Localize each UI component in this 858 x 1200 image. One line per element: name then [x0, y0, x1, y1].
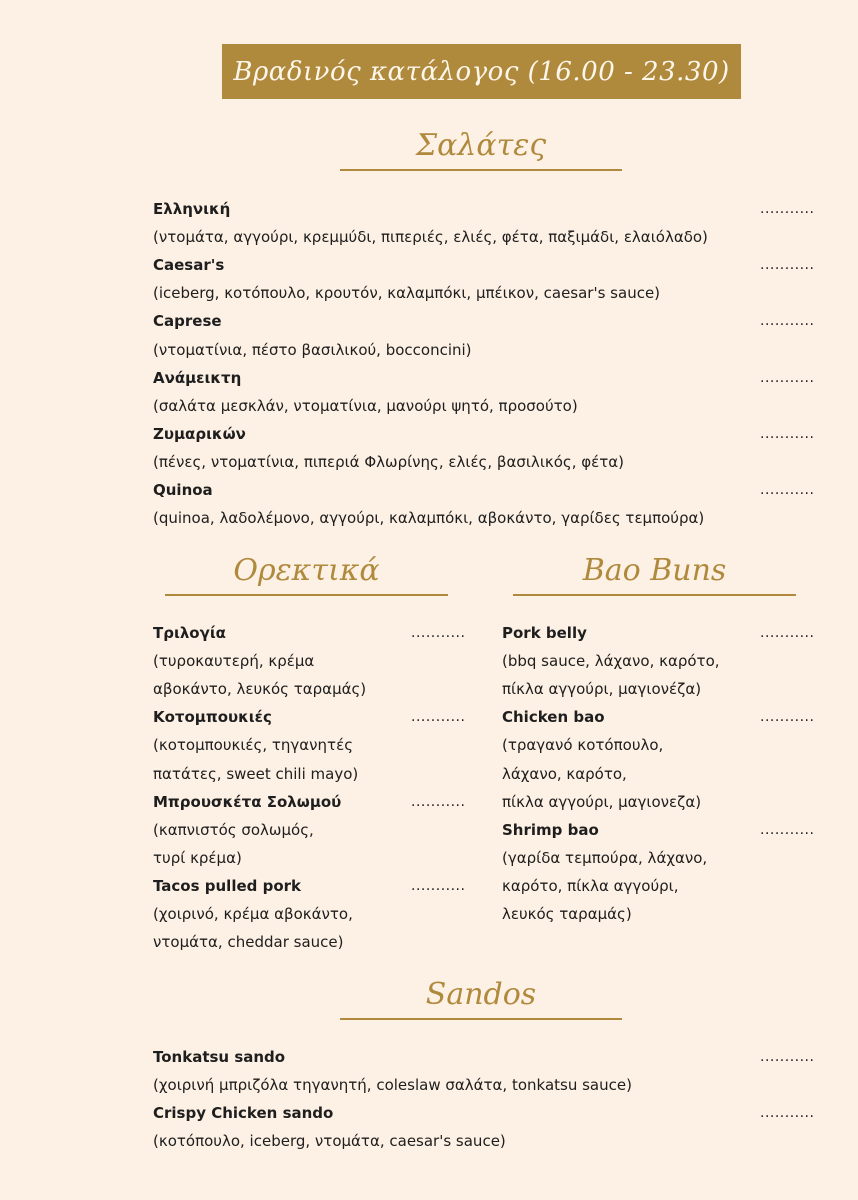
menu-item-price: ........... [760, 709, 815, 726]
section-divider [513, 594, 796, 596]
menu-item-description: (ντομάτα, αγγούρι, κρεμμύδι, πιπεριές, ελιές, φέτα, παξιμάδι, ελαιόλαδο) [153, 228, 708, 247]
menu-item-description: (τραγανό κοτόπουλο, [502, 736, 664, 755]
menu-item-description: (iceberg, κοτόπουλο, κρουτόν, καλαμπόκι, μπέικον, caesar's sauce) [153, 284, 661, 303]
menu-item-description: αβοκάντο, λευκός ταραμάς) [153, 680, 367, 699]
section-title-appetizers: Ορεκτικά [233, 553, 380, 588]
menu-item-name: Ανάμεικτη [153, 368, 242, 387]
menu-item-description: (quinoa, λαδολέμονο, αγγούρι, καλαμπόκι, αβοκάντο, γαρίδες τεμπούρα) [153, 509, 705, 528]
menu-item-price: ........... [760, 1105, 815, 1122]
menu-item-description: τυρί κρέμα) [153, 848, 242, 867]
menu-item-description: (καπνιστός σολωμός, [153, 820, 314, 839]
menu-item-price: ........... [760, 369, 815, 386]
menu-item-price: ........... [760, 1049, 815, 1065]
section-title-salads: Σαλάτες [415, 128, 547, 163]
menu-item-description: ντομάτα, cheddar sauce) [153, 933, 344, 952]
section-divider [340, 1018, 622, 1020]
menu-item-price: ........... [411, 793, 466, 810]
menu-item-price: ........... [760, 821, 815, 838]
section-divider [340, 169, 622, 171]
section-title-bao-buns: Bao Buns [582, 553, 727, 588]
menu-item-name: Pork belly [502, 624, 587, 642]
menu-item-name: Ζυμαρικών [153, 424, 246, 443]
menu-title-banner: Βραδινός κατάλογος (16.00 - 23.30) [222, 44, 741, 99]
menu-item-description: πίκλα αγγούρι, μαγιονέζα) [502, 680, 702, 699]
menu-item-description: (πένες, ντοματίνια, πιπεριά Φλωρίνης, ελιές, βασιλικός, φέτα) [153, 452, 625, 471]
menu-item-description: (σαλάτα μεσκλάν, ντοματίνια, μανούρι ψητό, προσούτο) [153, 396, 578, 415]
menu-item-description: πατάτες, sweet chili mayo) [153, 764, 359, 783]
menu-item-name: Κοτομπουκιές [153, 708, 272, 727]
menu-item-description: (τυροκαυτερή, κρέμα [153, 652, 315, 671]
menu-item-name: Caprese [153, 312, 222, 331]
menu-item-price: ........... [411, 709, 466, 726]
menu-item-description: λευκός ταραμάς) [502, 905, 632, 923]
menu-item-price: ........... [760, 625, 815, 641]
menu-item-name: Μπρουσκέτα Σολωμού [153, 792, 342, 811]
menu-item-price: ........... [760, 482, 815, 498]
menu-item-name: Chicken bao [502, 708, 605, 727]
menu-item-price: ........... [760, 313, 815, 330]
menu-item-description: (κοτομπουκιές, τηγανητές [153, 736, 354, 755]
menu-item-price: ........... [760, 201, 815, 217]
menu-item-description: (χοιρινό, κρέμα αβοκάντο, [153, 905, 353, 923]
menu-item-description: καρότο, πίκλα αγγούρι, [502, 876, 679, 895]
menu-item-description: λάχανο, καρότο, [502, 764, 627, 783]
menu-item-price: ........... [411, 625, 466, 641]
menu-item-price: ........... [760, 425, 815, 442]
menu-item-price: ........... [411, 877, 466, 894]
menu-item-description: (γαρίδα τεμπούρα, λάχανο, [502, 848, 708, 867]
section-title-sandos: Sandos [425, 977, 537, 1012]
menu-item-description: πίκλα αγγούρι, μαγιονεζα) [502, 792, 702, 811]
menu-item-name: Tacos pulled pork [153, 876, 302, 895]
menu-item-name: Quinoa [153, 481, 213, 499]
menu-item-price: ........... [760, 257, 815, 274]
menu-item-description: (κοτόπουλο, iceberg, ντομάτα, caesar's sauce) [153, 1132, 506, 1151]
menu-item-name: Crispy Chicken sando [153, 1104, 334, 1123]
menu-item-name: Tonkatsu sando [153, 1048, 286, 1066]
section-divider [165, 594, 448, 596]
menu-item-name: Shrimp bao [502, 820, 599, 839]
menu-item-name: Caesar's [153, 256, 225, 275]
menu-item-name: Ελληνική [153, 200, 231, 218]
menu-item-description: (bbq sauce, λάχανο, καρότο, [502, 652, 720, 671]
menu-item-name: Τριλογία [153, 624, 226, 642]
menu-item-description: (χοιρινή μπριζόλα τηγανητή, coleslaw σαλάτα, tonkatsu sauce) [153, 1076, 632, 1095]
menu-item-description: (ντοματίνια, πέστο βασιλικού, bocconcini) [153, 340, 472, 359]
